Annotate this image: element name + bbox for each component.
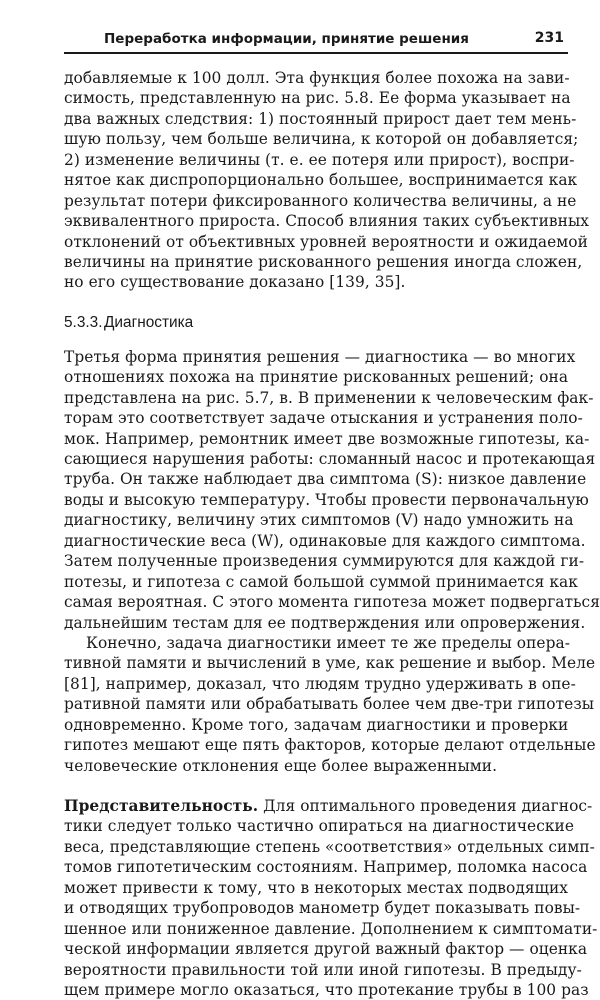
text-line: воды и высокую температуру. Чтобы провести первоначальную — [64, 490, 589, 509]
spacer — [64, 293, 568, 313]
text-line: тивной памяти и вычислений в уме, как решение и выбор. Меле — [64, 654, 596, 673]
section-heading — [64, 313, 568, 333]
text-line: дальнейшим тестам для ее подтверждения или опровержения. — [64, 613, 586, 632]
run-in-heading: Представительность. — [64, 797, 259, 815]
text-line: ративной памяти или обрабатывать более чем две-три гипотезы — [64, 695, 595, 714]
spacer — [64, 776, 568, 796]
text-line: веса, представляющие степень «соответствия» отдельных симп- — [64, 837, 595, 856]
running-title: Переработка информации, принятие решения — [104, 31, 469, 47]
text-line: потезы, и гипотеза с самой большой суммой принимается как — [64, 572, 578, 591]
section-title: Диагностика — [104, 313, 194, 331]
text-line: эквивалентного прироста. Способ влияния таких субъективных — [64, 212, 589, 231]
text-line: одновременно. Кроме того, задачам диагностики и проверки — [64, 715, 569, 734]
text-line: тики следует только частично опираться на диагностические — [64, 817, 575, 836]
text-line: Третья форма принятия решения — диагностика — во многих — [64, 347, 576, 366]
paragraph-1 — [64, 68, 589, 293]
text-line: вероятности правильности той или иной гипотезы. В предыду- — [64, 960, 582, 979]
text-line: щем примере могло оказаться, что протекание трубы в 100 раз — [64, 980, 589, 999]
text-line: диагностику, величину этих симптомов (V) надо умножить на — [64, 511, 574, 530]
text-line: Конечно, задача диагностики имеет те же пределы опера- — [86, 633, 570, 652]
text-line: но его существование доказано [139, 35]. — [64, 273, 406, 292]
text-line: [81], например, доказал, что людям трудно удерживать в опе- — [64, 674, 576, 693]
text-line: гипотез мешают еще пять факторов, которые делают отдельные — [64, 736, 596, 755]
text-line: Затем полученные произведения суммируются для каждой ги- — [64, 552, 585, 571]
text-line: и отводящих трубопроводов манометр будет показывать повы- — [64, 899, 581, 918]
text-line: представлена на рис. 5.7, в. В применении к человеческим фак- — [64, 388, 594, 407]
text-line — [64, 796, 593, 816]
text-line: мок. Например, ремонтник имеет две возможные гипотезы, ка- — [64, 429, 590, 448]
text-line: шую пользу, чем больше величина, к которой он добавляется; — [64, 130, 579, 149]
text-run: Для оптимального проведения диагнос- — [258, 797, 593, 815]
section-number: 5.3.3. — [64, 313, 103, 331]
body-text — [64, 68, 600, 1000]
running-head — [64, 28, 568, 54]
text-line: торам это соответствует задаче отыскания и устранения поло- — [64, 409, 583, 428]
text-line: добавляемые к 100 долл. Эта функция более похожа на зави- — [64, 69, 570, 87]
text-line: симость, представленную на рис. 5.8. Ее форма указывает на — [64, 89, 571, 108]
paragraph-4 — [64, 796, 598, 1000]
paragraph-3 — [64, 633, 596, 776]
spacer — [64, 333, 568, 347]
text-line: результат потери фиксированного количества величины, а не — [64, 191, 577, 210]
text-line: сающиеся нарушения работы: сломанный насос и протекающая — [64, 450, 596, 468]
text-line: диагностические веса (W), одинаковые для каждого симптома. — [64, 531, 586, 550]
text-line: человеческие отклонения еще более выраженными. — [64, 756, 498, 775]
text-line: два важных следствия: 1) постоянный прирост дает тем мень- — [64, 109, 577, 128]
page-number: 231 — [534, 30, 564, 46]
text-line: отклонений от объективных уровней вероятности и ожидаемой — [64, 232, 588, 251]
text-line: нятое как диспропорционально большее, воспринимается как — [64, 171, 578, 190]
text-line: шенное или пониженное давление. Дополнением к симптомати- — [64, 919, 598, 938]
paragraph-2 — [64, 347, 600, 633]
text-line: отношениях похожа на принятие рискованных решений; она — [64, 368, 569, 387]
text-line: 2) изменение величины (т. е. ее потеря или прирост), воспри- — [64, 150, 575, 169]
text-line: самая вероятная. С этого момента гипотеза может подвергаться — [64, 593, 600, 612]
text-line: может привести к тому, что в некоторых местах подводящих — [64, 878, 568, 897]
book-page — [64, 28, 600, 999]
text-line: ческой информации является другой важный фактор — оценка — [64, 940, 588, 959]
text-line: величины на принятие рискованного решения иногда сложен, — [64, 252, 583, 271]
text-line: томов гипотетическим состояниям. Например, поломка насоса — [64, 858, 588, 877]
text-line: труба. Он также наблюдает два симптома (S): низкое давление — [64, 470, 587, 489]
